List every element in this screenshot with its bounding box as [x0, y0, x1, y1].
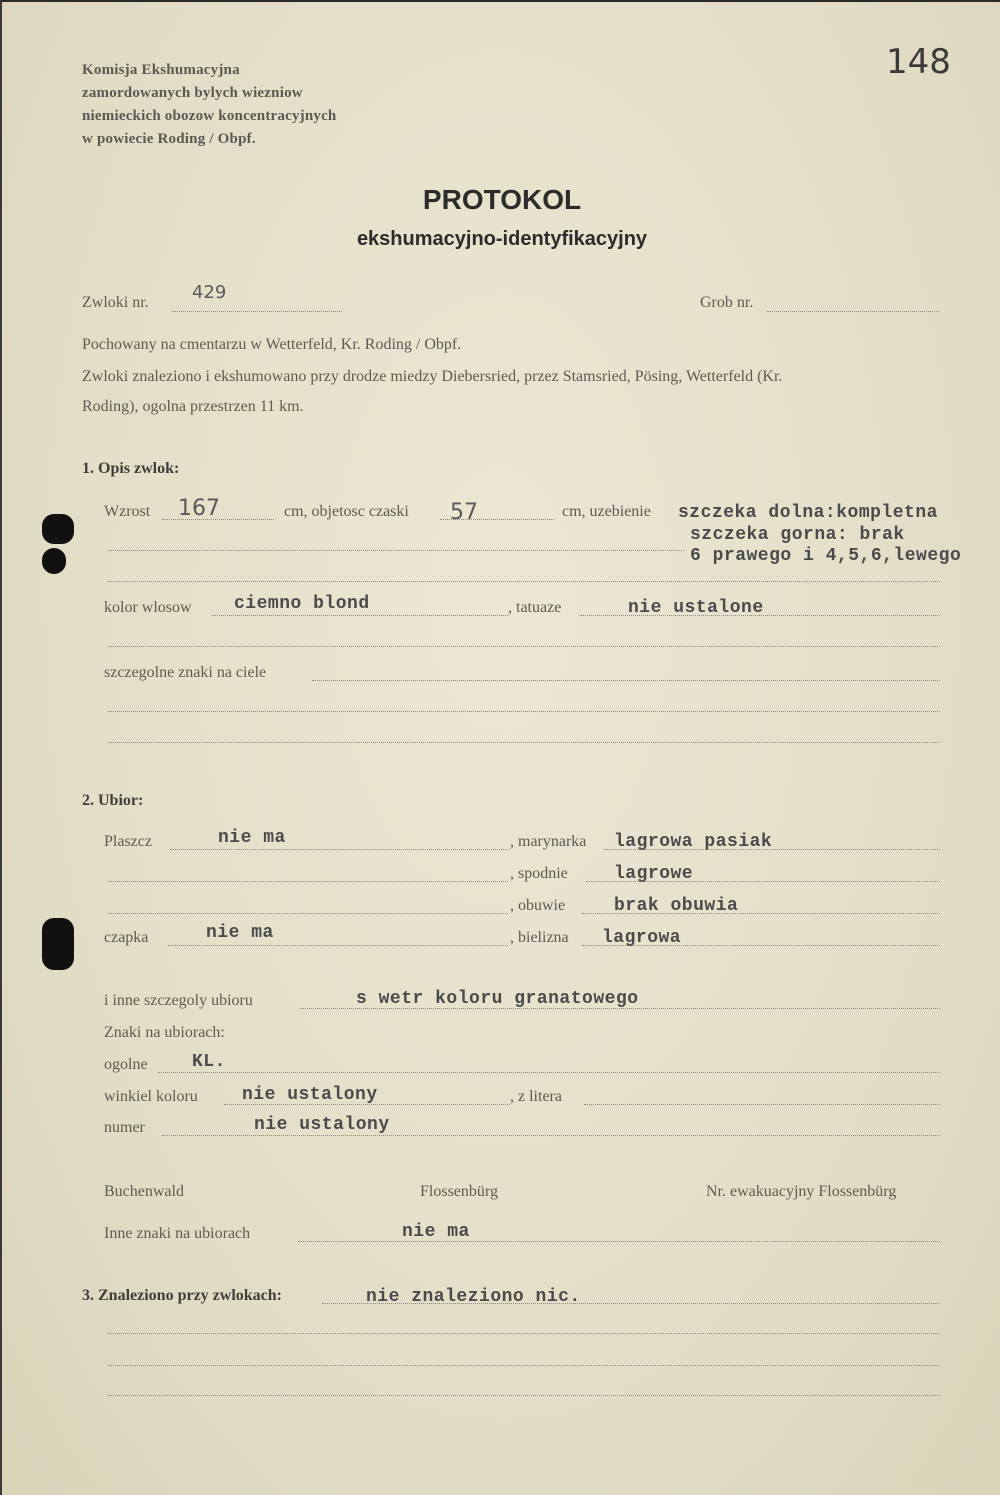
czaska-label: cm, objetosc czaski: [284, 503, 409, 520]
numer-value: nie ustalony: [254, 1115, 390, 1135]
found-text-line-2: Roding), ogolna przestrzen 11 km.: [82, 398, 304, 415]
org-line-1: Komisja Ekshumacyjna: [82, 62, 240, 78]
uzebienie-label: cm, uzebienie: [562, 503, 651, 520]
winkiel-label: winkiel koloru: [104, 1088, 198, 1105]
wzrost-label: Wzrost: [104, 503, 151, 520]
spodnie-value: lagrowe: [614, 864, 694, 884]
nr-ewakuacyjny-label: Nr. ewakuacyjny Flossenbürg: [706, 1183, 897, 1200]
wzrost-value: 167: [178, 496, 220, 521]
bielizna-value: lagrowa: [602, 928, 682, 948]
kolor-label: kolor wlosow: [104, 599, 192, 616]
czapka-label: czapka: [104, 929, 149, 946]
obuwie-value: brak obuwia: [614, 896, 739, 916]
kolor-value: ciemno blond: [234, 594, 370, 614]
section-3-heading: 3. Znaleziono przy zwlokach:: [82, 1287, 282, 1304]
flossenburg-label: Flossenbürg: [420, 1183, 498, 1200]
spodnie-label: , spodnie: [510, 865, 568, 882]
znaki-ubiory-label: Znaki na ubiorach:: [104, 1024, 225, 1041]
document-title: PROTOKOL: [422, 184, 582, 215]
plaszcz-value: nie ma: [218, 828, 286, 848]
section-3-value: nie znaleziono nic.: [366, 1287, 581, 1307]
uzebienie-line-1: szczeka dolna:kompletna: [678, 503, 938, 523]
zwloki-label: Zwloki nr.: [82, 294, 149, 311]
punch-hole-mark: [42, 548, 66, 574]
section-2-heading: 2. Ubior:: [82, 792, 144, 809]
inne-szczegoly-value: s wetr koloru granatowego: [356, 989, 639, 1009]
found-text-line-1: Zwloki znaleziono i ekshumowano przy drodze miedzy Diebersried, przez Stamsried, Pösing, Wetterfeld (Kr.: [82, 368, 783, 385]
cemetery-text: Pochowany na cmentarzu w Wetterfeld, Kr. Roding / Obpf.: [82, 336, 462, 353]
obuwie-label: , obuwie: [510, 897, 566, 914]
znaki-cialo-label: szczegolne znaki na ciele: [104, 664, 267, 681]
bielizna-label: , bielizna: [510, 929, 569, 946]
ogolne-label: ogolne: [104, 1056, 148, 1073]
tatuaze-label: , tatuaze: [508, 599, 562, 616]
punch-hole-mark: [42, 918, 74, 970]
czaska-value: 57: [450, 500, 478, 525]
inne-znaki-label: Inne znaki na ubiorach: [104, 1225, 251, 1242]
numer-label: numer: [104, 1119, 145, 1136]
marynarka-label: , marynarka: [510, 833, 587, 850]
plaszcz-label: Plaszcz: [104, 833, 152, 850]
org-line-3: niemieckich obozow koncentracyjnych: [82, 108, 337, 124]
document-subtitle: ekshumacyjno-identyfikacyjny: [356, 228, 648, 250]
winkiel-value: nie ustalony: [242, 1085, 378, 1105]
grob-label: Grob nr.: [700, 294, 754, 311]
punch-hole-mark: [42, 514, 74, 544]
ogolne-value: KL.: [192, 1052, 226, 1072]
uzebienie-line-3: 6 prawego i 4,5,6,lewego: [690, 546, 962, 566]
inne-znaki-value: nie ma: [402, 1222, 470, 1242]
buchenwald-label: Buchenwald: [104, 1183, 184, 1200]
section-1-heading: 1. Opis zwlok:: [82, 460, 180, 477]
org-line-4: w powiecie Roding / Obpf.: [82, 131, 256, 147]
org-line-2: zamordowanych bylych wiezniow: [82, 85, 303, 101]
uzebienie-line-2: szczeka gorna: brak: [690, 525, 905, 545]
zwloki-value: 429: [192, 282, 227, 303]
marynarka-value: lagrowa pasiak: [614, 832, 773, 852]
litera-label: , z litera: [510, 1088, 562, 1105]
tatuaze-value: nie ustalone: [628, 598, 764, 618]
inne-szczegoly-label: i inne szczegoly ubioru: [104, 992, 253, 1009]
czapka-value: nie ma: [206, 923, 274, 943]
page-number: 148: [886, 42, 951, 82]
